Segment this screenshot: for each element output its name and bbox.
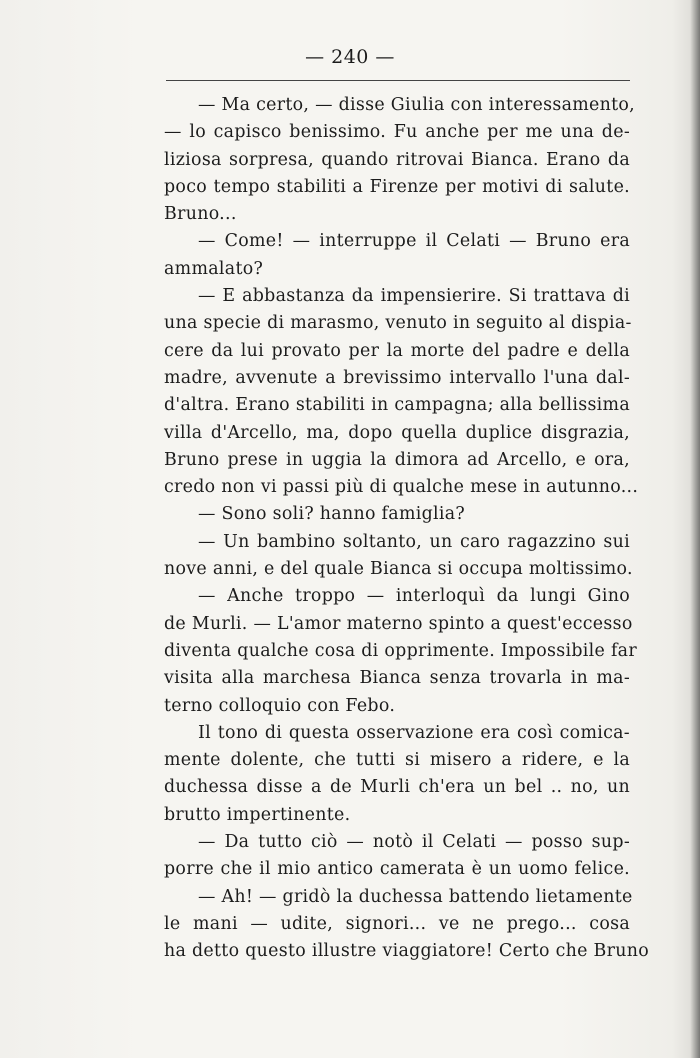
text-line: — Ah! — gridò la duchessa battendo lietamente: [198, 886, 633, 907]
page-edge-shadow: [690, 0, 700, 1058]
text-line: Bruno...: [164, 204, 237, 225]
page-number: — 240 —: [305, 46, 395, 68]
text-line: visita alla marchesa Bianca senza trovarla in ma-: [164, 668, 630, 689]
text-line: brutto impertinente.: [164, 804, 351, 825]
text-line: Bruno prese in uggia la dimora ad Arcello, e ora,: [164, 449, 630, 470]
body-text: [164, 92, 650, 966]
text-line: Il tono di questa osservazione era così comica-: [198, 722, 630, 743]
text-line: — Un bambino soltanto, un caro ragazzino sui: [198, 531, 630, 552]
text-line: le mani — udite, signori... ve ne prego... cosa: [164, 913, 630, 934]
text-line: — Come! — interruppe il Celati — Bruno era: [198, 231, 630, 252]
text-line: credo non vi passi più di qualche mese in autunno...: [164, 477, 639, 498]
text-line: — Ma certo, — disse Giulia con interessamento,: [198, 95, 636, 115]
text-line: diventa qualche cosa di opprimente. Impossibile far: [164, 640, 637, 661]
text-line: porre che il mio antico camerata è un uomo felice.: [164, 859, 630, 880]
text-line: poco tempo stabiliti a Firenze per motivi di salute.: [164, 176, 630, 197]
text-line: mente dolente, che tutti si misero a ridere, e la: [164, 750, 630, 771]
text-line: — lo capisco benissimo. Fu anche per me una de-: [164, 122, 630, 143]
text-line: — Sono soli? hanno famiglia?: [198, 504, 466, 525]
text-line: cere da lui provato per la morte del padre e della: [164, 340, 630, 361]
text-line: ammalato?: [164, 258, 264, 279]
text-line: de Murli. — L'amor materno spinto a quest'eccesso: [164, 613, 633, 634]
text-line: d'altra. Erano stabiliti in campagna; alla bellissima: [164, 395, 630, 416]
text-line: madre, avvenute a brevissimo intervallo l'una dal-: [164, 367, 630, 388]
text-line: — Anche troppo — interloquì da lungi Gino: [198, 586, 630, 607]
text-line: nove anni, e del quale Bianca si occupa moltissimo.: [164, 559, 633, 580]
text-line: — Da tutto ciò — notò il Celati — posso sup-: [198, 832, 630, 853]
text-line: duchessa disse a de Murli ch'era un bel .. no, un: [164, 777, 630, 798]
header-rule: [166, 80, 630, 81]
text-line: liziosa sorpresa, quando ritrovai Bianca. Erano da: [164, 149, 630, 170]
text-line: terno colloquio con Febo.: [164, 695, 396, 716]
text-line: ha detto questo illustre viaggiatore! Certo che Bruno: [164, 941, 650, 962]
text-line: — E abbastanza da impensierire. Si trattava di: [198, 286, 630, 307]
text-line: una specie di marasmo, venuto in seguito al dispia-: [164, 313, 632, 334]
text-line: villa d'Arcello, ma, dopo quella duplice disgrazia,: [164, 422, 630, 443]
